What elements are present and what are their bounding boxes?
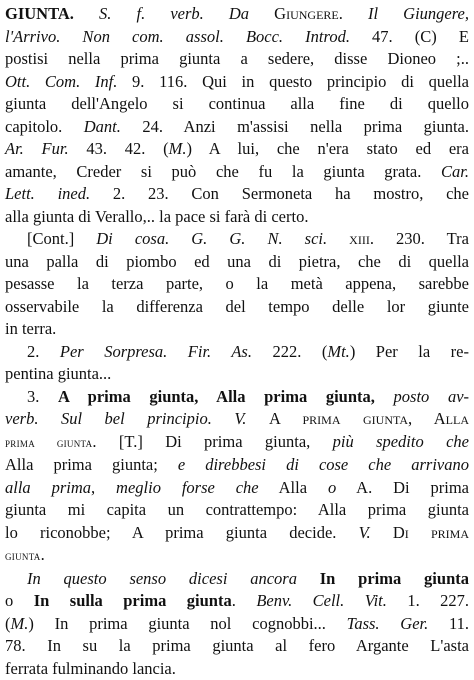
text-run: pesasse la terza parte, o la metà appena, sarebbe (5, 274, 469, 293)
text-run: Di prima (393, 523, 469, 542)
entry-line (5, 138, 469, 161)
entry-line (5, 296, 469, 319)
text-run (246, 409, 269, 428)
entry-line (5, 590, 469, 613)
text-run: più spedito che (333, 432, 469, 451)
text-run: giunta (5, 548, 41, 563)
entry-line (5, 363, 469, 386)
text-run: 43. 42. ( (69, 139, 169, 158)
text-run: amante, Creder si può che fu la giunta grata. (5, 162, 441, 181)
entry-line (5, 544, 469, 568)
entry-text (5, 3, 469, 680)
entry-line (5, 477, 469, 500)
entry-line (5, 431, 469, 455)
text-run: ) Per la re- (350, 342, 469, 361)
entry-line (5, 341, 469, 364)
text-run: e direbbesi di cose che arrivano (178, 455, 469, 474)
entry-line (5, 93, 469, 116)
text-run: l'Arrivo. Non com. assol. Bocc. Introd. (5, 27, 350, 46)
text-run: lo riconobbe; A prima giunta decide. (5, 523, 359, 542)
entry-line (5, 26, 469, 49)
text-run: V. (359, 523, 371, 542)
text-run: ) In prima giunta nol cognobbi... (28, 614, 346, 633)
text-run: alla prima (5, 478, 91, 497)
entry-line (5, 635, 469, 658)
entry-line (5, 658, 469, 680)
text-run: , (91, 478, 116, 497)
entry-line (5, 613, 469, 636)
text-run: . 230. Tra (370, 229, 469, 248)
text-run: Ott. Com. Inf. (5, 72, 117, 91)
text-run: ) A lui, che n'era stato ed era (186, 139, 469, 158)
entry-line (5, 568, 469, 591)
text-run: ( (5, 614, 11, 633)
text-run: alla giunta di Verallo,.. la pace si farà di certo. (5, 207, 308, 226)
text-run: Alla (259, 478, 328, 497)
text-run: 222. ( (252, 342, 327, 361)
text-run: A prima giunta, Alla prima giunta, (58, 387, 375, 406)
entry-line (5, 273, 469, 296)
entry-line (5, 183, 469, 206)
text-run: M. (169, 139, 187, 158)
text-run: . (41, 545, 45, 564)
headword: GIUNTA. (5, 4, 74, 23)
text-run: verb. Sul bel principio. V. (5, 409, 246, 428)
entry-line (5, 454, 469, 477)
entry-line (5, 318, 469, 341)
text-run (74, 4, 99, 23)
text-run: o (328, 478, 336, 497)
text-run: Tass. Ger. (347, 614, 429, 633)
entry-line (5, 228, 469, 251)
text-run: M. (11, 614, 29, 633)
text-run: In prima giunta (320, 569, 469, 588)
text-run: In sulla prima giunta (34, 591, 232, 610)
text-run: 9. 116. Qui in questo principio di quella (117, 72, 469, 91)
text-run: postisi nella prima giunta a sedere, disse Dioneo ;.. (5, 49, 469, 68)
text-run: xiii (349, 229, 370, 248)
entry-line (5, 48, 469, 71)
entry-line (5, 116, 469, 139)
text-run (327, 229, 349, 248)
text-run: A. Di prima (336, 478, 469, 497)
text-run: Ar. Fur. (5, 139, 69, 158)
text-run: 2. (27, 342, 60, 361)
text-run: 11. (428, 614, 469, 633)
text-run: [Cont.] (27, 229, 96, 248)
text-run: 1. 227. (387, 591, 469, 610)
text-run (371, 523, 393, 542)
text-run: . [T.] Di prima giunta, (92, 432, 332, 451)
text-run: prima giunta (5, 435, 92, 450)
text-run: Mt. (327, 342, 349, 361)
text-run: giunta dell'Angelo si continua alla fine di quello (5, 94, 469, 113)
text-run: 24. Anzi m'assisi nella prima giunta. (121, 117, 469, 136)
text-run: 2. 23. Con Sermoneta ha mostro, che (90, 184, 469, 203)
text-run: In questo senso dicesi ancora (27, 569, 297, 588)
text-run: osservabile la differenza del tempo delle lor giunte (5, 297, 469, 316)
text-run: Dant. (84, 117, 121, 136)
text-run: S. f. verb. Da (99, 4, 274, 23)
text-run: o (5, 591, 34, 610)
text-run: Benv. Cell. Vit. (256, 591, 387, 610)
entry-line (5, 3, 469, 26)
entry-line (5, 71, 469, 94)
text-run: A prima giunta, Alla (269, 409, 469, 428)
text-run: Giungere (274, 4, 339, 23)
text-run: Il Giungere, (368, 4, 469, 23)
text-run: Car. (441, 162, 469, 181)
text-run: posto av- (394, 387, 469, 406)
entry-line (5, 499, 469, 522)
text-run (297, 569, 320, 588)
text-run: Per Sorpresa. Fir. As. (60, 342, 252, 361)
text-run: ferrata fulminando lancia. (5, 659, 176, 678)
entry-line (5, 408, 469, 431)
text-run: in terra. (5, 319, 56, 338)
text-run: Alla prima giunta; (5, 455, 178, 474)
text-run: giunta mi capita un contrattempo: Alla prima giunta (5, 500, 469, 519)
text-run: . (339, 4, 368, 23)
text-run: pentina giunta... (5, 364, 111, 383)
entry-line (5, 161, 469, 184)
entry-line (5, 386, 469, 409)
text-run: una palla di piombo ed una di pietra, che di quella (5, 252, 469, 271)
text-run (375, 387, 394, 406)
text-run: 47. (C) E (350, 27, 469, 46)
text-run: capitolo. (5, 117, 84, 136)
text-run: 78. In su la prima giunta al fero Argante L'asta (5, 636, 469, 655)
text-run: 3. (27, 387, 58, 406)
text-run: . (232, 591, 257, 610)
entry-line (5, 206, 469, 229)
entry-line (5, 251, 469, 274)
text-run: meglio forse che (116, 478, 259, 497)
text-run: Lett. ined. (5, 184, 90, 203)
entry-line (5, 522, 469, 545)
text-run: Di cosa. G. G. N. sci. (96, 229, 327, 248)
